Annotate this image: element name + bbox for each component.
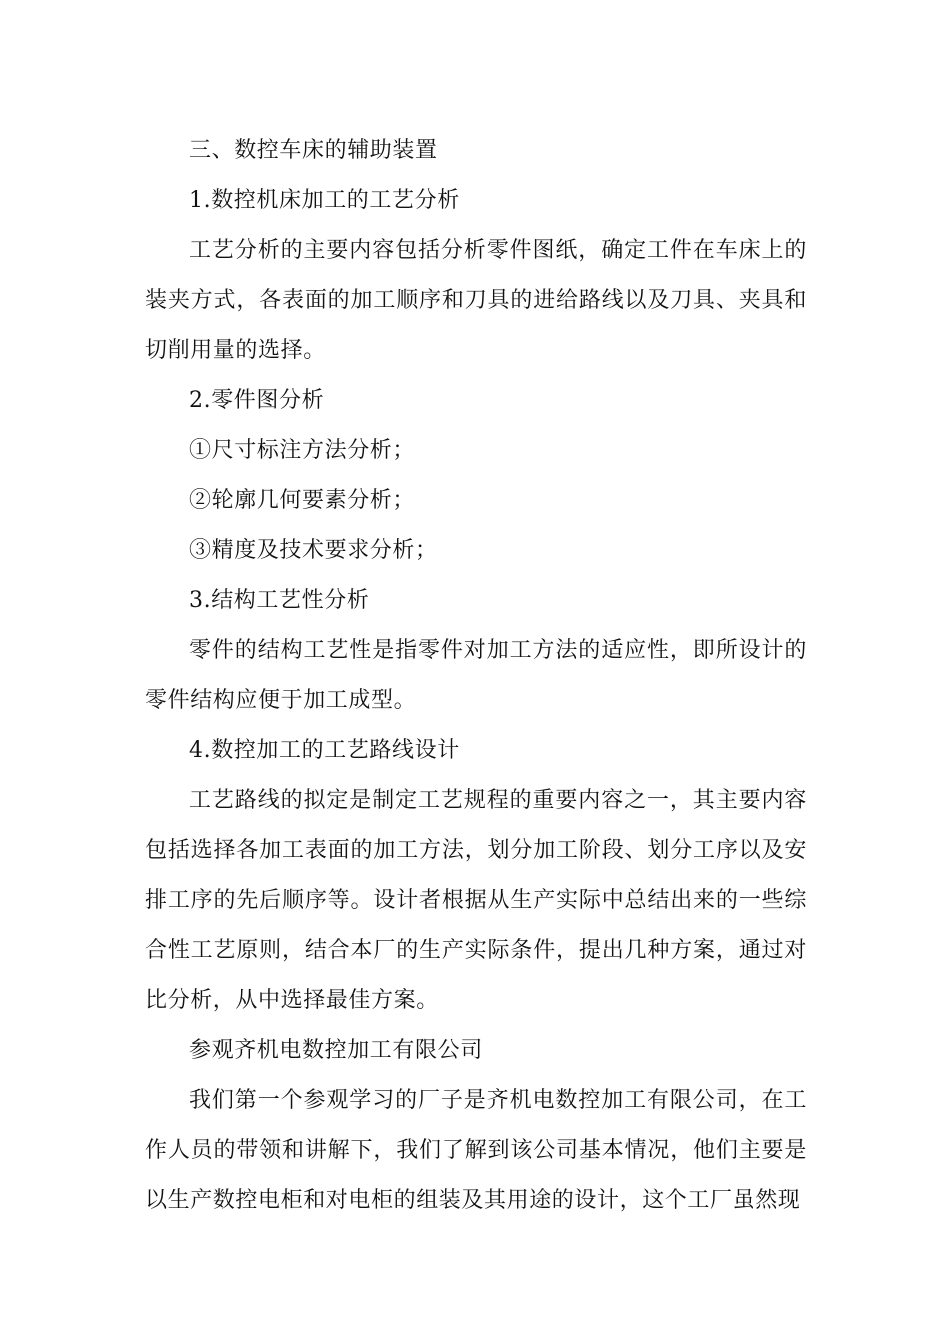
document-body [145, 126, 807, 1226]
body-paragraph: 零件的结构工艺性是指零件对加工方法的适应性，即所设计的零件结构应便于加工成型。 [145, 638, 807, 713]
list-item: ①尺寸标注方法分析； [189, 438, 416, 463]
subsection-heading: 4.数控加工的工艺路线设计 [189, 738, 460, 763]
list-item: ③精度及技术要求分析； [189, 538, 438, 563]
list-item: ②轮廓几何要素分析； [189, 488, 416, 513]
subsection-heading: 3.结构工艺性分析 [189, 588, 370, 613]
section-heading: 参观齐机电数控加工有限公司 [189, 1038, 483, 1063]
subsection-heading: 2.零件图分析 [189, 388, 325, 413]
body-paragraph: 工艺分析的主要内容包括分析零件图纸，确定工件在车床上的装夹方式，各表面的加工顺序和刀具的进给路线以及刀具、夹具和切削用量的选择。 [145, 238, 807, 363]
body-paragraph: 工艺路线的拟定是制定工艺规程的重要内容之一，其主要内容包括选择各加工表面的加工方法，划分加工阶段、划分工序以及安排工序的先后顺序等。设计者根据从生产实际中总结出来的一些综合性工艺原则，结合本厂的生产实际条件，提出几种方案，通过对比分析，从中选择最佳方案。 [145, 788, 807, 1013]
section-heading: 三、数控车床的辅助装置 [189, 138, 438, 163]
body-paragraph: 我们第一个参观学习的厂子是齐机电数控加工有限公司，在工作人员的带领和讲解下，我们了解到该公司基本情况，他们主要是以生产数控电柜和对电柜的组装及其用途的设计，这个工厂虽然现 [145, 1088, 807, 1213]
subsection-heading: 1.数控机床加工的工艺分析 [189, 188, 460, 213]
